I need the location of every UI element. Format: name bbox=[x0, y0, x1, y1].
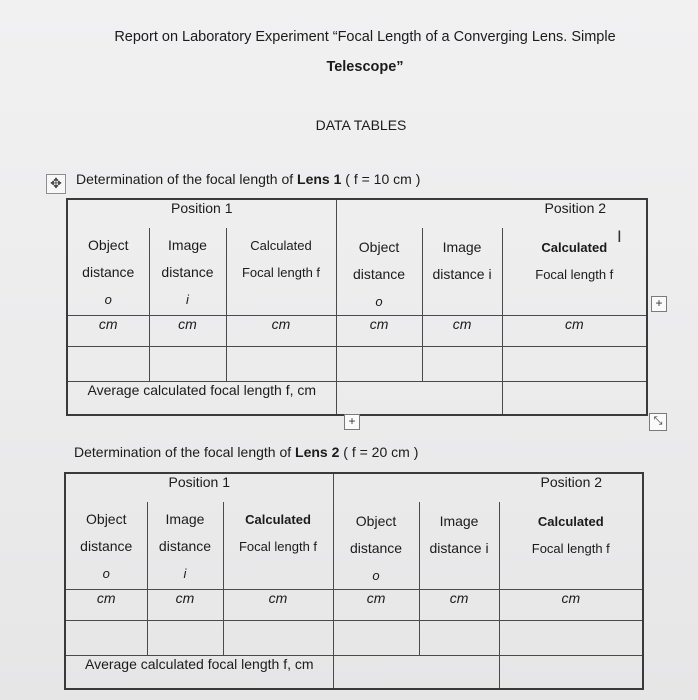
lens2-p1-calculated-header bbox=[223, 502, 333, 590]
label-distance: distance bbox=[161, 264, 214, 280]
data-cell[interactable] bbox=[419, 621, 499, 656]
report-title-line2: Telescope” bbox=[326, 59, 404, 75]
lens1-position-row bbox=[67, 199, 647, 228]
lens1-position2-header: Position 2 bbox=[336, 199, 647, 228]
label-object-symbol: o bbox=[375, 294, 383, 309]
move-handle-icon[interactable]: ✥ bbox=[46, 174, 66, 194]
label-image: Image bbox=[439, 513, 479, 529]
lens1-p2-calculated-header bbox=[502, 228, 647, 316]
lens2-average-value-2[interactable] bbox=[499, 656, 643, 690]
label-distance: distance bbox=[158, 538, 212, 554]
unit-cell: cm bbox=[502, 316, 647, 347]
lens2-data-row bbox=[65, 621, 643, 656]
unit-cell: cm bbox=[65, 590, 147, 621]
data-cell[interactable] bbox=[422, 347, 502, 382]
data-tables-heading: DATA TABLES bbox=[315, 117, 407, 133]
label-focal-length: Focal length f bbox=[241, 265, 321, 280]
label-object: Object bbox=[88, 237, 129, 253]
label-image-distance: distance i bbox=[429, 540, 489, 556]
lens1-units-row bbox=[67, 316, 647, 347]
unit-cell: cm bbox=[336, 316, 422, 347]
unit-cell: cm bbox=[499, 590, 643, 621]
label-calculated: Calculated bbox=[537, 514, 604, 529]
lens2-position2-header: Position 2 bbox=[333, 473, 643, 502]
data-cell[interactable] bbox=[336, 347, 422, 382]
lens1-table bbox=[66, 198, 648, 416]
lens2-heading bbox=[74, 444, 418, 460]
lens2-units-row bbox=[65, 590, 643, 621]
data-cell[interactable] bbox=[502, 347, 647, 382]
data-cell[interactable] bbox=[333, 621, 419, 656]
lens2-average-value-1[interactable] bbox=[333, 656, 499, 690]
add-row-plus-icon[interactable]: + bbox=[344, 414, 360, 430]
label-image: Image bbox=[168, 237, 207, 253]
lens2-position1-header: Position 1 bbox=[65, 473, 333, 502]
lens1-average-label: Average calculated focal length f, cm bbox=[67, 382, 336, 416]
lens2-table bbox=[64, 472, 644, 690]
lens2-average-row bbox=[65, 656, 643, 690]
label-image-symbol: i bbox=[186, 292, 189, 307]
lens2-position-row bbox=[65, 473, 643, 502]
data-cell[interactable] bbox=[149, 347, 226, 382]
label-distance: distance bbox=[82, 264, 135, 280]
lens2-column-header-row bbox=[65, 502, 643, 590]
data-cell[interactable] bbox=[147, 621, 223, 656]
text-cursor-icon: I bbox=[617, 227, 622, 246]
label-distance: distance bbox=[352, 266, 406, 282]
lens1-heading-lens: Lens 1 bbox=[297, 171, 342, 187]
label-distance: distance bbox=[80, 538, 133, 554]
label-object-symbol: o bbox=[104, 292, 112, 307]
unit-cell: cm bbox=[223, 590, 333, 621]
lens1-data-row bbox=[67, 347, 647, 382]
lens2-heading-focal: ( f = 20 cm ) bbox=[339, 444, 419, 460]
label-distance: distance bbox=[349, 540, 403, 556]
lens1-column-header-row bbox=[67, 228, 647, 316]
label-focal-length: Focal length f bbox=[535, 267, 614, 282]
label-focal-length: Focal length f bbox=[531, 541, 610, 556]
label-calculated: Calculated bbox=[245, 512, 311, 527]
label-object: Object bbox=[355, 513, 397, 529]
lens1-heading-focal: ( f = 10 cm ) bbox=[341, 171, 421, 187]
unit-cell: cm bbox=[147, 590, 223, 621]
label-object: Object bbox=[86, 511, 127, 527]
add-column-plus-icon[interactable]: + bbox=[651, 296, 667, 312]
label-object: Object bbox=[358, 239, 400, 255]
unit-cell: cm bbox=[419, 590, 499, 621]
unit-cell: cm bbox=[67, 316, 149, 347]
data-cell[interactable] bbox=[499, 621, 643, 656]
lens1-heading bbox=[76, 171, 420, 187]
label-calculated: Calculated bbox=[541, 240, 608, 255]
lens1-average-value-2[interactable] bbox=[502, 382, 647, 416]
lens2-p2-image-header bbox=[419, 502, 499, 590]
unit-cell: cm bbox=[422, 316, 502, 347]
label-focal-length: Focal length f bbox=[238, 539, 318, 554]
label-image: Image bbox=[442, 239, 482, 255]
resize-handle-icon[interactable]: ⤡ bbox=[649, 413, 667, 431]
label-object-symbol: o bbox=[372, 568, 380, 583]
lens1-p2-image-header bbox=[422, 228, 502, 316]
lens1-p1-calculated-header bbox=[226, 228, 336, 316]
data-cell[interactable] bbox=[67, 347, 149, 382]
lens1-position1-header: Position 1 bbox=[67, 199, 336, 228]
label-image-symbol: i bbox=[183, 566, 187, 581]
data-cell[interactable] bbox=[65, 621, 147, 656]
label-image-distance: distance i bbox=[432, 266, 492, 282]
data-cell[interactable] bbox=[223, 621, 333, 656]
lens1-average-value-1[interactable] bbox=[336, 382, 502, 416]
lens2-p1-image-header bbox=[147, 502, 223, 590]
unit-cell: cm bbox=[149, 316, 226, 347]
unit-cell: cm bbox=[333, 590, 419, 621]
report-title bbox=[60, 22, 670, 82]
data-cell[interactable] bbox=[226, 347, 336, 382]
lens1-average-row bbox=[67, 382, 647, 416]
lens2-average-label: Average calculated focal length f, cm bbox=[65, 656, 333, 690]
lens2-p2-object-header bbox=[333, 502, 419, 590]
lens2-p2-calculated-header bbox=[499, 502, 643, 590]
lens2-heading-prefix: Determination of the focal length of bbox=[74, 444, 296, 460]
lens1-heading-prefix: Determination of the focal length of bbox=[76, 171, 298, 187]
label-object-symbol: o bbox=[102, 566, 110, 581]
lens1-p1-object-header bbox=[67, 228, 149, 316]
report-title-line1: Report on Laboratory Experiment “Focal Length of a Converging Lens. Simple bbox=[114, 29, 616, 45]
label-image: Image bbox=[165, 511, 205, 527]
lens1-p2-object-header bbox=[336, 228, 422, 316]
label-calculated: Calculated bbox=[250, 238, 312, 253]
lens2-p1-object-header bbox=[65, 502, 147, 590]
lens1-p1-image-header bbox=[149, 228, 226, 316]
unit-cell: cm bbox=[226, 316, 336, 347]
lens2-heading-lens: Lens 2 bbox=[295, 444, 340, 460]
